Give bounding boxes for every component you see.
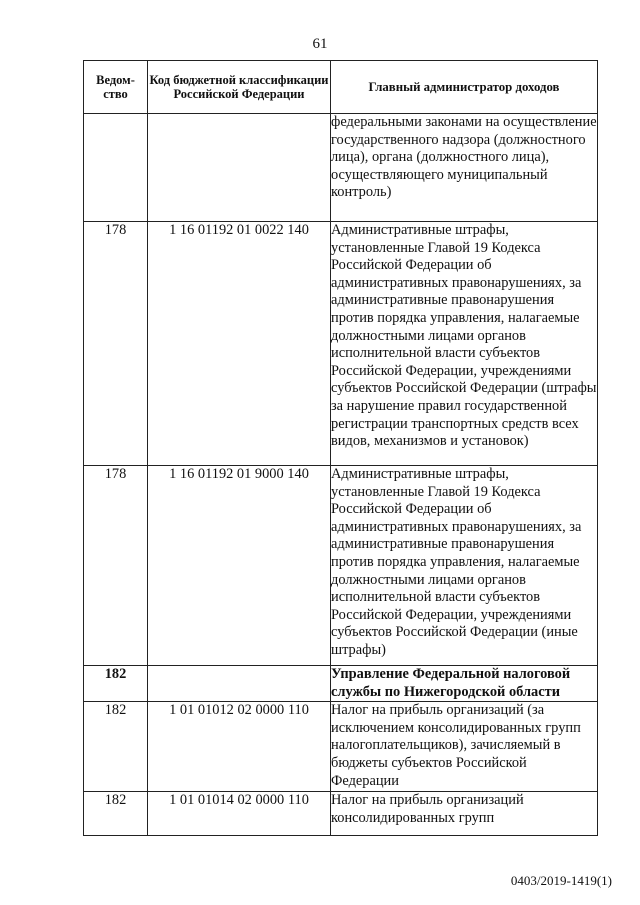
table-row [84,222,598,466]
code-cell: 1 16 01192 01 9000 140 [148,466,331,666]
code-cell: 1 16 01192 01 0022 140 [148,222,331,466]
table-row [84,702,598,792]
table-row [84,666,598,702]
table-header-row [84,61,598,114]
code-cell [148,666,331,702]
header-administrator: Главный администратор доходов [331,61,598,114]
document-code: 0403/2019-1419(1) [510,873,612,888]
administrator-cell: Налог на прибыль организаций (за исключением консолидированных групп налогоплательщиков), зачисляемый в бюджеты субъектов Российской Федерации [331,702,598,792]
department-cell: 178 [84,222,148,466]
table-row [84,792,598,836]
administrator-cell: Управление Федеральной налоговой службы по Нижегородской области [331,666,598,702]
budget-classification-table [83,60,598,836]
department-cell [84,114,148,222]
code-cell: 1 01 01014 02 0000 110 [148,792,331,836]
code-cell [148,114,331,222]
department-cell: 182 [84,702,148,792]
administrator-cell: Налог на прибыль организаций консолидированных групп [331,792,598,836]
department-cell: 182 [84,792,148,836]
department-cell: 178 [84,466,148,666]
header-code: Код бюджетной классификации Российской Федерации [148,61,331,114]
administrator-cell: федеральными законами на осуществление государственного надзора (должностного лица), органа (должностного лица), осуществляющего муниципальный контроль) [331,114,598,222]
administrator-cell: Административные штрафы, установленные Главой 19 Кодекса Российской Федерации об административных правонарушениях, за административные правонарушения против порядка управления, налагаемые должностными лицами органов исполнительной власти субъектов Российской Федерации, учреждениями субъектов Российской Федерации (иные штрафы) [331,466,598,666]
page-number: 61 [312,36,328,52]
code-cell: 1 01 01012 02 0000 110 [148,702,331,792]
table-row [84,466,598,666]
table-row [84,114,598,222]
department-cell: 182 [84,666,148,702]
header-department: Ведом-ство [84,61,148,114]
administrator-cell: Административные штрафы, установленные Главой 19 Кодекса Российской Федерации об административных правонарушениях, за административные правонарушения против порядка управления, налагаемые должностными лицами органов исполнительной власти субъектов Российской Федерации, учреждениями субъектов Российской Федерации (штрафы за нарушение правил государственной регистрации транспортных средств всех видов, механизмов и установок) [331,222,598,466]
